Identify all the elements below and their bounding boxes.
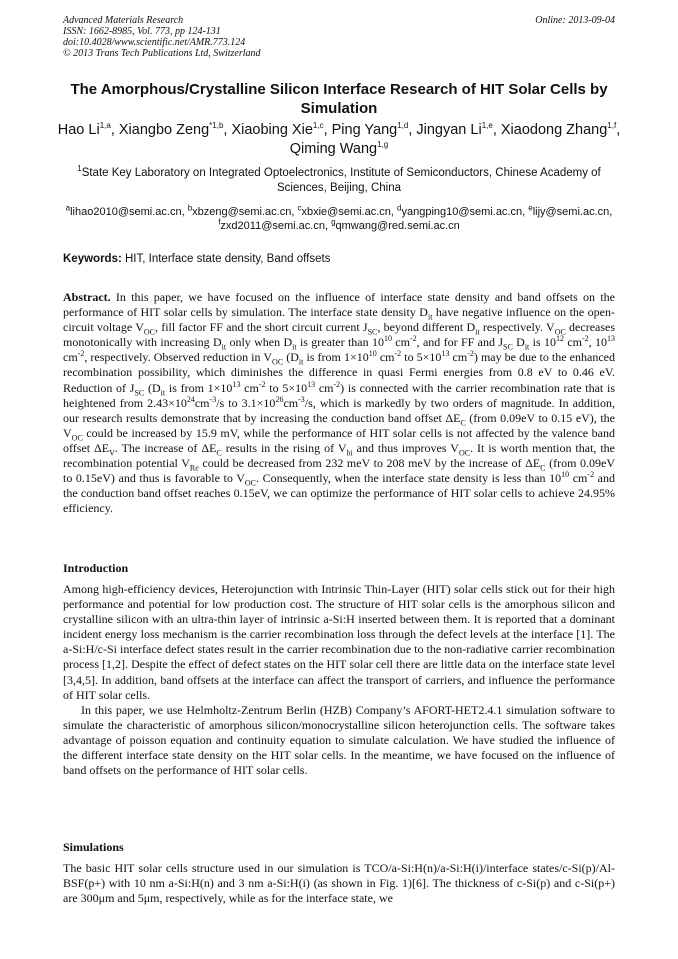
author-list: Hao Li$^{1,a}$, Xiangbo Zeng$^{*1,b}$, Xiaobing Xie$^{1,c}$, Ping Yang$^{1,d}$, Jingyan Li$^{1,e}$, Xiaodong Zhang$^{1,f}$, Qiming Wang$^{1,g}$ [57,121,621,157]
author-marker: 1,c [312,121,324,131]
email-marker: b [187,203,193,213]
simulations-body: The basic HIT solar cells structure used in our simulation is TCO/a-Si:H(n)/a-Si:H(i)/interface states/c-Si(p)/Al-BSF(p+) with 10 nm a-Si:H(n) and 3 nm a-Si:H(i) (as shown in Fig. 1)[6]. The thickness of c-Si(p) and c-Si(p+) are 300μm and 5μm, respectively, while as for the interface state, we [63,861,615,906]
abstract-body: In this paper, we have focused on the influence of interface state density and band offsets on the performance of HIT solar cells by simulation. The interface state density $D_{it}$ have negative influence on the open-circuit voltage $V_{OC}$, fill factor FF and the short circuit current $J_{SC}$, beyond different $D_{it}$ respectively. $V_{OC}$ decreases monotonically with increasing $D_{it}$ only when $D_{it}$ is greater than $10^{10}$ $cm^{-2}$, and for FF and $J_{SC}$ $D_{it}$ is $10^{12}$ $cm^{-2}$, $10^{13}$ $cm^{-2}$, respectively. Observed reduction in $V_{OC}$ ($D_{it}$ is from $1\times 10^{10}$ $cm^{-2}$ to $5\times 10^{13}$ $cm^{-2}$) may be due to the enhanced recombination possibility, which diminishes the difference in quasi Fermi energies from 0.8 eV to 0.46 eV. Reduction of $J_{SC}$ ($D_{it}$ is from $1\times 10^{13}$ $cm^{-2}$ to $5\times 10^{13}$ $cm^{-2}$) is connected with the carrier recombination rate that is heightened from $2.43\times 10^{24}cm^{-3}/s$ to $3.1\times 10^{26}cm^{-3}/s$, which is markedly by two orders of magnitude. In addition, our research results demonstrate that by increasing the conduction band offset $\Delta E_C$ (from 0.09eV to 0.15 eV), the $V_{OC}$ could be increased by 15.9 mV, while the performance of HIT solar cells is not affected by the valence band offset $\Delta E_V$. The increase of $\Delta E_C$ results in the rising of $V_{bi}$ and thus improves $V_{OC}$. It is worth mention that, the recombination potential $V_{Re}$ could be decreased from 232 meV to 208 meV by the increase of $\Delta E_C$ (from 0.09eV to 0.15eV) and thus is favorable to $V_{OC}$. Consequently, when the interface state density is less than $10^{10}$ $cm^{-2}$ and the conduction band offset reaches 0.15eV, we can optimize the performance of HIT solar cells to achieve 24.95% efficiency. [63,290,616,516]
author-name: Qiming Wang [289,141,378,157]
email-address: zxd2011@semi.ac.cn [220,220,325,232]
subscript: OC [458,448,471,458]
keywords-text: HIT, Interface state density, Band offsets [125,253,331,265]
author-marker: 1,g [377,140,389,150]
superscript: -3 [298,394,305,404]
superscript: 13 [441,349,450,359]
superscript: 13 [232,379,241,389]
email-address: lijy@semi.ac.cn [532,206,610,218]
subscript: OC [244,478,257,488]
introduction-heading: Introduction [63,561,129,575]
superscript: 13 [307,379,316,389]
email-list: $^a$lihao2010@semi.ac.cn, $^b$xbzeng@semi.ac.cn, $^c$xbxie@semi.ac.cn, $^d$yangping10@semi.ac.cn, $^e$lijy@semi.ac.cn, $^f$zxd2011@semi.ac.cn, $^g$qmwang@red.semi.ac.cn [65,203,613,232]
superscript: 12 [555,334,564,344]
subscript: Re [189,463,199,473]
subscript: C [460,418,466,428]
journal-copyright: © 2013 Trans Tech Publications Ltd, Switzerland [63,48,261,59]
email-marker: c [297,203,302,213]
abstract [63,290,615,516]
superscript: -2 [333,379,341,389]
introduction-body [63,582,615,778]
superscript: -3 [209,394,217,404]
email-marker: a [65,203,71,213]
affiliation-text: State Key Laboratory on Integrated Optoelectronics, Institute of Semiconductors, Chinese Academy of Sciences, Beijing, China [81,167,601,194]
author-name: Xiaobing Xie [231,122,313,138]
paper-title: The Amorphous/Crystalline Silicon Interface Research of HIT Solar Cells by Simulation [70,81,608,117]
author-name: Ping Yang [331,122,398,138]
superscript: -2 [467,349,474,359]
superscript: -2 [587,470,595,480]
superscript: 10 [561,470,570,480]
email-address: qmwang@red.semi.ac.cn [335,220,460,232]
superscript: 10 [383,334,392,344]
introduction-paragraph-2: In this paper, we use Helmholtz-Zentrum Berlin (HZB) Company’s AFORT-HET2.4.1 simulation software to simulate the characteristic of amorphous silicon/monocrystalline silicon heterojunction cells. The software takes advantage of poisson equation and continuity equation to simulate calculation. We have studied the influence of the different interface state density on the HIT solar cells. In the meantime, we have focused on the influence of band offsets on the performance of HIT solar cells. [63,702,615,778]
subscript: SC [134,387,145,397]
subscript: SC [503,342,513,352]
author-name: Hao Li [57,122,100,138]
abstract-label: Abstract. [63,290,111,304]
subscript: it [475,327,480,337]
superscript: -2 [77,349,85,359]
subscript: V [109,448,115,458]
email-marker: g [331,217,336,227]
author-name: Xiangbo Zeng [118,122,210,138]
journal-name: Advanced Materials Research [63,15,184,26]
email-address: xbxie@semi.ac.cn [301,206,391,218]
subscript: bi [346,448,353,458]
email-address: xbzeng@semi.ac.cn [192,206,292,218]
subscript: it [160,387,166,397]
introduction-paragraph-1: Among high-efficiency devices, Heterojunction with Intrinsic Thin-Layer (HIT) solar cells stick out for their high performance and potential for low production cost. The structure of HIT solar cells is the amorphous silicon and crystalline silicon with an ultra-thin layer of intrinsic a-Si:H inserted between them. It is reported that a dominant incident energy loss mechanism is the carrier recombination loss through the defect levels at the interface [1]. The a-Si:H/c-Si interface defect states result in the carrier recombination due to the non-radiative carrier recombination process [1,2]. Despite the effect of defect states on the HIT solar cell there are little data on the interface state level [3,4,5]. In addition, band offsets at the interface can affect the transport of carriers, and influence the performance of HIT solar cells. [63,582,615,702]
subscript: it [298,357,304,367]
keywords-label: Keywords: [63,253,122,265]
subscript: SC [367,327,378,337]
subscript: C [216,448,222,458]
superscript: -2 [394,349,402,359]
subscript: it [221,342,227,352]
author-marker: 1,d [397,121,409,131]
online-date: Online: 2013-09-04 [535,15,615,26]
subscript: OC [71,433,83,443]
superscript: -2 [409,334,417,344]
subscript: it [524,342,530,352]
author-marker: 1,e [481,121,493,131]
superscript: 13 [607,334,616,344]
superscript: 26 [275,394,284,404]
author-name: Jingyan Li [416,122,482,138]
superscript: 10 [368,349,377,359]
journal-doi: doi:10.4028/www.scientific.net/AMR.773.124 [63,37,246,48]
keywords [63,252,615,266]
subscript: OC [272,357,284,367]
author-marker: 1,a [99,121,111,131]
affiliation [55,166,623,196]
superscript: -2 [582,334,589,344]
email-marker: d [397,203,402,213]
subscript: OC [554,327,566,337]
journal-issn: ISSN: 1662-8985, Vol. 773, pp 124-131 [63,26,221,37]
affiliation-marker: 1 [77,164,82,174]
email-marker: e [528,203,533,213]
superscript: 24 [186,394,195,404]
author-name: Xiaodong Zhang [500,122,608,138]
email-marker: f [218,217,221,227]
email-address: lihao2010@semi.ac.cn [70,206,182,218]
superscript: -2 [258,379,266,389]
subscript: C [540,463,546,473]
subscript: it [292,342,297,352]
journal-header [63,15,615,59]
email-address: yangping10@semi.ac.cn [401,206,523,218]
simulations-heading: Simulations [63,840,124,854]
subscript: OC [143,327,155,337]
author-marker: 1,f [607,121,617,131]
subscript: it [427,312,433,322]
author-marker: *1,b [209,121,224,131]
